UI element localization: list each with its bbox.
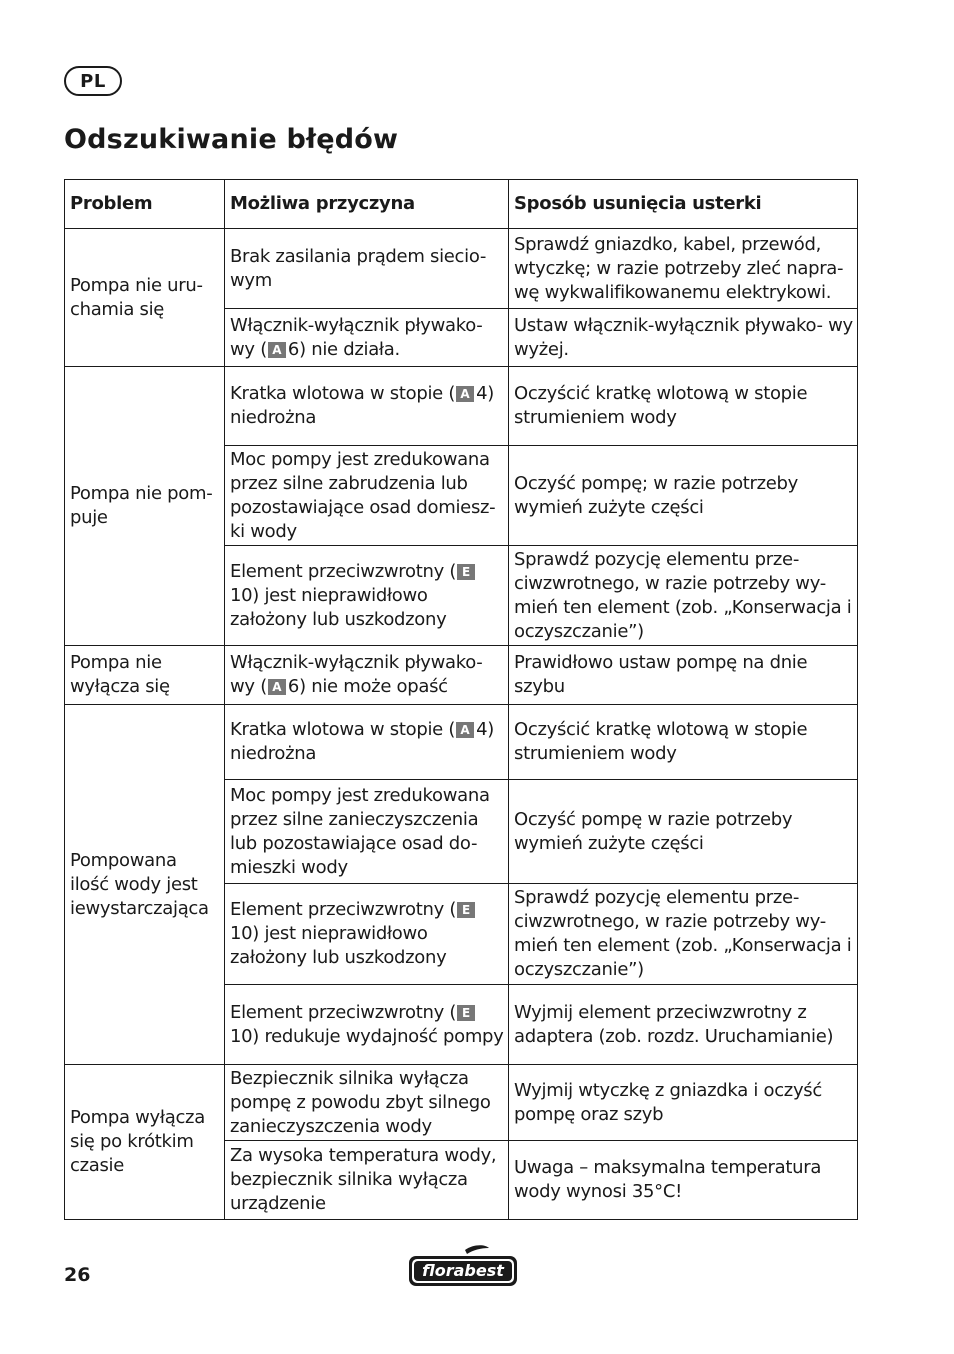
figure-a-badge: A: [456, 386, 474, 402]
language-badge: PL: [64, 66, 122, 96]
table-row: [65, 367, 858, 446]
remedy-cell: Oczyść pompę; w razie potrzeby wymień zużyte części: [509, 446, 858, 546]
cause-cell: Kratka wlotowa w stopie ( A 4) niedrożna: [225, 705, 509, 780]
cause-cell: Brak zasilania prądem siecio- wym: [225, 229, 509, 309]
table-header-row: [65, 180, 858, 229]
problem-cell: Pompa nie pom- puje: [65, 367, 225, 646]
header-problem: Problem: [65, 180, 225, 229]
table-row: [65, 1065, 858, 1141]
figure-e-badge: E: [457, 902, 475, 918]
remedy-cell: Prawidłowo ustaw pompę na dnie szybu: [509, 646, 858, 705]
cause-cell: Za wysoka temperatura wody, bezpiecznik silnika wyłącza urządzenie: [225, 1141, 509, 1220]
remedy-cell: Oczyścić kratkę wlotową w stopie strumieniem wody: [509, 367, 858, 446]
troubleshooting-table: [64, 179, 858, 1220]
page-number: 26: [64, 1264, 91, 1286]
logo-text: florabest: [422, 1261, 504, 1280]
figure-a-badge: A: [268, 342, 286, 358]
cause-cell: Włącznik-wyłącznik pływako- wy ( A 6) nie może opaść: [225, 646, 509, 705]
remedy-cell: Sprawdź gniazdko, kabel, przewód, wtyczkę; w razie potrzeby zleć napra- wę wykwalifikowanemu elektrykowi.: [509, 229, 858, 309]
cause-cell: Element przeciwzwrotny ( E10) jest nieprawidłowo założony lub uszkodzony: [225, 546, 509, 646]
remedy-cell: Oczyść pompę w razie potrzeby wymień zużyte części: [509, 780, 858, 884]
page-title: Odszukiwanie błędów: [64, 124, 399, 155]
figure-a-badge: A: [456, 722, 474, 738]
cause-cell: Bezpiecznik silnika wyłącza pompę z powodu zbyt silnego zanieczyszczenia wody: [225, 1065, 509, 1141]
remedy-cell: Oczyścić kratkę wlotową w stopie strumieniem wody: [509, 705, 858, 780]
problem-cell: Pompowana ilość wody jest iewystarczająca: [65, 705, 225, 1065]
cause-cell: Element przeciwzwrotny ( E10) jest nieprawidłowo założony lub uszkodzony: [225, 884, 509, 985]
remedy-cell: Wyjmij wtyczkę z gniazdka i oczyść pompę oraz szyb: [509, 1065, 858, 1141]
remedy-cell: Sprawdź pozycję elementu prze- ciwzwrotnego, w razie potrzeby wy- mień ten element (zob. „Konserwacja i oczyszczanie”): [509, 546, 858, 646]
table-row: [65, 229, 858, 309]
cause-cell: Włącznik-wyłącznik pływako- wy ( A 6) nie działa.: [225, 309, 509, 367]
figure-a-badge: A: [268, 679, 286, 695]
remedy-cell: Uwaga – maksymalna temperatura wody wynosi 35°C!: [509, 1141, 858, 1220]
figure-e-badge: E: [457, 1005, 475, 1021]
remedy-cell: Ustaw włącznik-wyłącznik pływako- wy wyżej.: [509, 309, 858, 367]
table-row: [65, 705, 858, 780]
header-cause: Możliwa przyczyna: [225, 180, 509, 229]
cause-cell: Kratka wlotowa w stopie ( A 4) niedrożna: [225, 367, 509, 446]
remedy-cell: Sprawdź pozycję elementu prze- ciwzwrotnego, w razie potrzeby wy- mień ten element (zob. „Konserwacja i oczyszczanie”): [509, 884, 858, 985]
table-row: [65, 646, 858, 705]
cause-cell: Element przeciwzwrotny ( E10) redukuje wydajność pompy: [225, 985, 509, 1065]
cause-cell: Moc pompy jest zredukowana przez silne zabrudzenia lub pozostawiające osad domiesz- ki wody: [225, 446, 509, 546]
figure-e-badge: E: [457, 564, 475, 580]
remedy-cell: Wyjmij element przeciwzwrotny z adaptera (zob. rozdz. Uruchamianie): [509, 985, 858, 1065]
header-remedy: Sposób usunięcia usterki: [509, 180, 858, 229]
florabest-logo: [407, 1244, 519, 1288]
problem-cell: Pompa nie uru- chamia się: [65, 229, 225, 367]
cause-cell: Moc pompy jest zredukowana przez silne zanieczyszczenia lub pozostawiające osad do- mieszki wody: [225, 780, 509, 884]
problem-cell: Pompa nie wyłącza się: [65, 646, 225, 705]
problem-cell: Pompa wyłącza się po krótkim czasie: [65, 1065, 225, 1220]
